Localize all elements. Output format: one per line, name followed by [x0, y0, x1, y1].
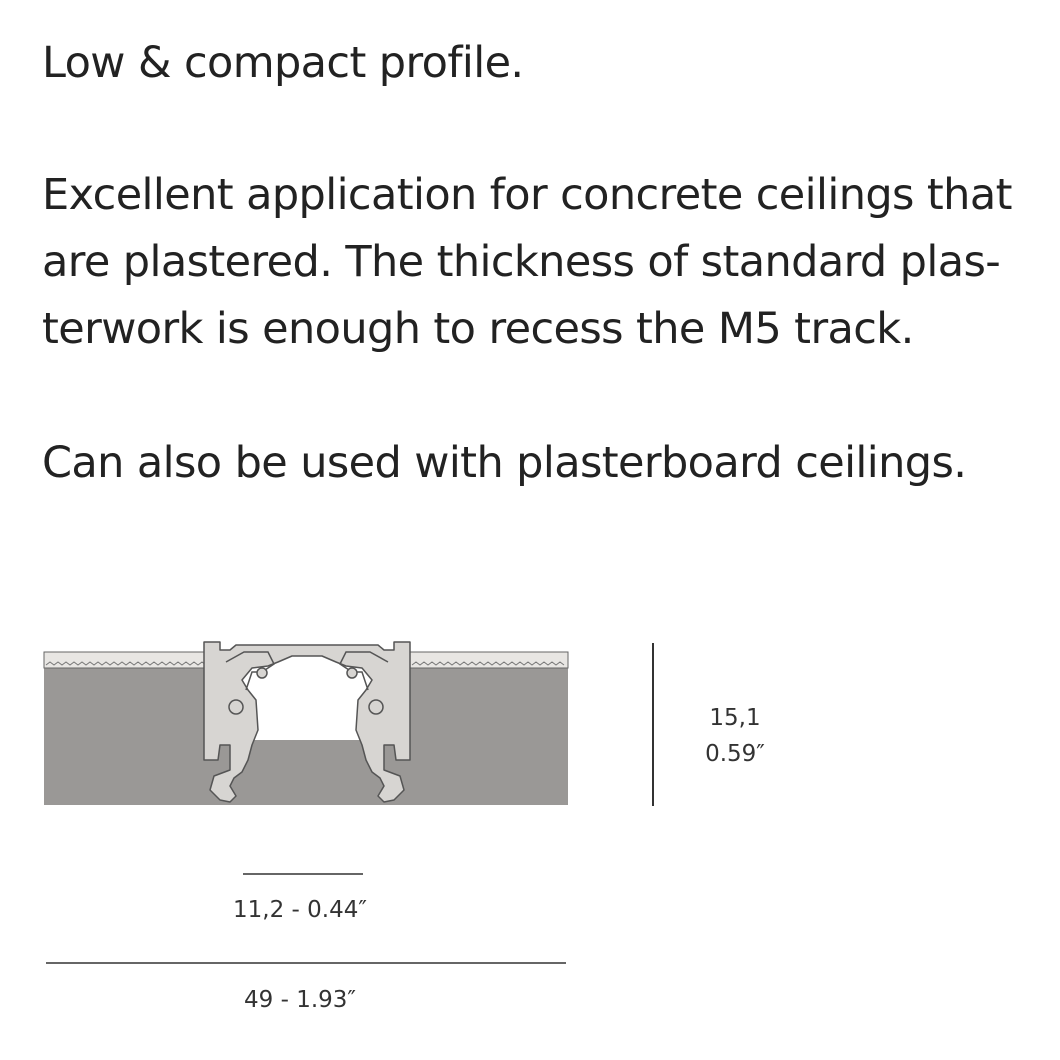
conductor-right	[369, 700, 383, 714]
conductor-top-left	[257, 668, 267, 678]
text-line: Excellent application for concrete ceilings that	[42, 170, 1012, 220]
height-dimension-label	[680, 700, 790, 772]
plaster-layer-right	[410, 652, 568, 668]
text-line: Can also be used with plasterboard ceilings.	[42, 438, 967, 488]
height-metric: 15,1	[709, 705, 761, 731]
ceiling-block-left	[44, 668, 204, 805]
conductor-left	[229, 700, 243, 714]
inner-width-label: 11,2 - 0.44″	[233, 897, 367, 923]
text-line: are plastered. The thickness of standard plas-	[42, 237, 1001, 287]
text-line: Low & compact profile.	[42, 38, 524, 88]
text-line: terwork is enough to recess the M5 track.	[42, 304, 914, 354]
plaster-layer-left	[44, 652, 204, 668]
height-imperial: 0.59″	[705, 741, 765, 767]
conductor-top-right	[347, 668, 357, 678]
ceiling-block-right	[410, 668, 568, 805]
outer-width-label: 49 - 1.93″	[244, 987, 356, 1013]
